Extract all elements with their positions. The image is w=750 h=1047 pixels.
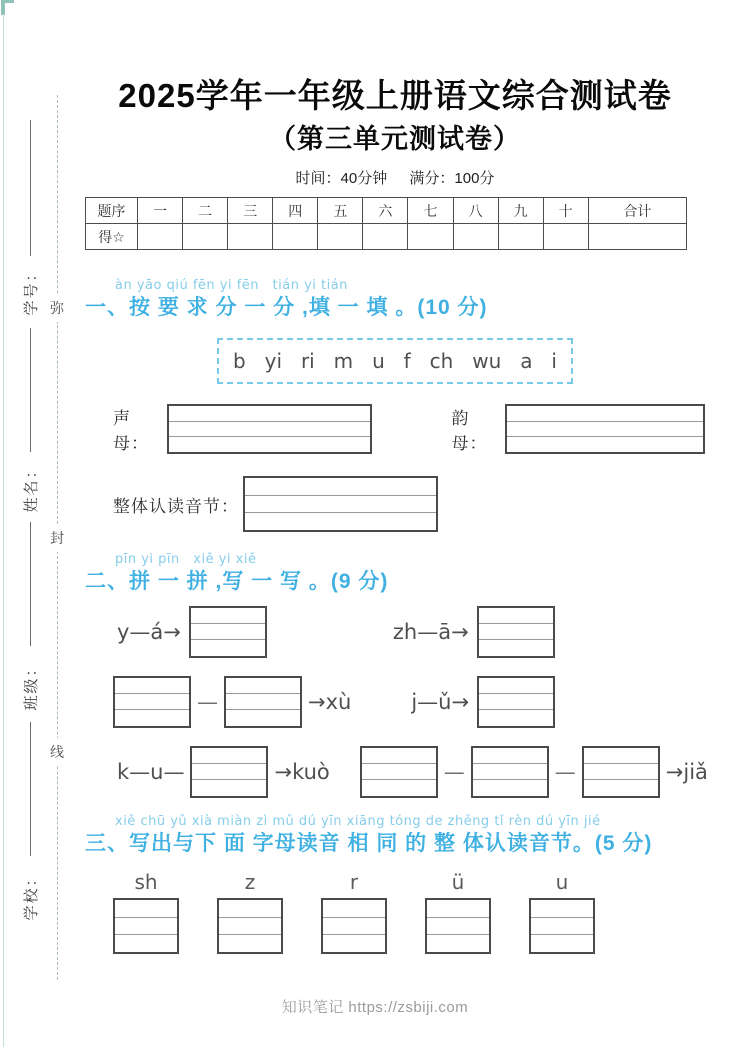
given-letter: u [555, 870, 569, 894]
score-cell [408, 224, 453, 250]
pinyin-write-grid [321, 898, 387, 954]
exam-full-score: 满分：100分 [409, 170, 495, 187]
pinyin-write-grid [471, 746, 549, 798]
section-2-pinyin: pīn yi pīn xiě yi xiě [115, 552, 257, 567]
section-3-heading: 三、写出与下 面 字母读音 相 同 的 整 体认读音节。(5 分) [85, 832, 653, 855]
letter-item: ri [300, 349, 315, 373]
score-cell [363, 224, 408, 250]
score-col: 五 [318, 198, 363, 224]
score-col: 七 [408, 198, 453, 224]
score-table [85, 197, 687, 250]
syllable-column [217, 870, 283, 954]
score-table-score-row [86, 224, 687, 250]
syllable-column [425, 870, 491, 954]
name-field-label: 姓名： [23, 461, 40, 513]
score-col-total: 合计 [588, 198, 686, 224]
score-cell [543, 224, 588, 250]
letter-item: i [551, 349, 557, 373]
exam-meta [85, 167, 705, 188]
pinyin-write-grid [529, 898, 595, 954]
given-letter: ü [451, 870, 465, 894]
pinyin-write-grid [113, 676, 191, 728]
exam-time: 时间：40分钟 [295, 170, 388, 187]
pinyin-combine-label: zh—ā→ [392, 620, 469, 644]
score-cell [228, 224, 273, 250]
pinyin-write-grid [113, 898, 179, 954]
syllable-column [113, 870, 179, 954]
syllable-column [529, 870, 595, 954]
letter-item: u [372, 349, 385, 373]
exam-subtitle: （第三单元测试卷） [269, 124, 521, 154]
pinyin-result-label: →kuò [274, 760, 330, 784]
pinyin-write-grid [477, 606, 555, 658]
letter-item: wu [472, 349, 502, 373]
score-col: 四 [273, 198, 318, 224]
score-cell [273, 224, 318, 250]
seal-char-mi: 弥 [49, 294, 65, 322]
pinyin-write-grid [477, 676, 555, 728]
page-edge-line [3, 14, 4, 1047]
combine-dash: — [443, 760, 465, 784]
score-col: 十 [543, 198, 588, 224]
given-letter: r [349, 870, 359, 894]
yunmu-label: 韵母： [451, 409, 488, 453]
section-1-heading: 一、按 要 求 分 一 分 ,填 一 填 。(10 分) [85, 296, 488, 319]
score-col: 八 [453, 198, 498, 224]
score-col: 九 [498, 198, 543, 224]
pinyin-write-grid [582, 746, 660, 798]
page-corner-mark [1, 0, 14, 15]
letter-bank [217, 338, 573, 384]
pinyin-write-grid [224, 676, 302, 728]
pinyin-combine-label: y—á→ [117, 620, 181, 644]
pinyin-result-label: →xù [308, 690, 352, 714]
seal-char-feng: 封 [49, 524, 65, 552]
score-cell [183, 224, 228, 250]
class-field-label: 班级： [23, 659, 40, 711]
score-col: 六 [363, 198, 408, 224]
pinyin-combine-label: k—u— [117, 760, 185, 784]
pinyin-write-grid [190, 746, 268, 798]
main-content [85, 0, 708, 954]
score-col: 一 [138, 198, 183, 224]
score-cell-total [588, 224, 686, 250]
letter-item: ch [429, 349, 454, 373]
footer-watermark: 知识笔记 https://zsbiji.com [281, 999, 469, 1016]
zhengti-answer-grid [243, 476, 438, 532]
given-letter: sh [134, 870, 158, 894]
pinyin-result-label: →jiǎ [665, 760, 708, 784]
pinyin-combine-label: j—ǔ→ [411, 690, 470, 714]
shengmu-label: 声母： [113, 409, 149, 453]
section-1-pinyin: àn yāo qiú fēn yi fēn tián yi tián [115, 278, 348, 293]
given-letter: z [244, 870, 256, 894]
student-id-field-label: 学号： [23, 264, 40, 316]
score-cell [453, 224, 498, 250]
syllable-column [321, 870, 387, 954]
section-3-columns [113, 870, 705, 954]
section-3-pinyin: xiě chū yǔ xià miàn zì mǔ dú yīn xiāng tóng de zhěng tǐ rèn dú yīn jié [115, 814, 601, 829]
yunmu-answer-grid [505, 404, 705, 454]
score-cell [498, 224, 543, 250]
letter-item: yi [264, 349, 283, 373]
shengmu-answer-grid [167, 404, 372, 454]
score-col: 二 [183, 198, 228, 224]
score-row-label: 得☆ [86, 224, 138, 250]
letter-item: b [233, 349, 246, 373]
score-cell [138, 224, 183, 250]
pinyin-write-grid [189, 606, 267, 658]
letter-item: a [520, 349, 533, 373]
score-col: 三 [228, 198, 273, 224]
letter-item: f [403, 349, 411, 373]
school-field-label: 学校： [23, 869, 40, 921]
exam-title: 2025学年一年级上册语文综合测试卷 [118, 77, 672, 114]
score-col-label: 题序 [86, 198, 138, 224]
pinyin-write-grid [217, 898, 283, 954]
pinyin-write-grid [425, 898, 491, 954]
combine-dash: — [554, 760, 576, 784]
seal-char-xian: 线 [49, 738, 65, 766]
section-2-heading: 二、拼 一 拼 ,写 一 写 。(9 分) [85, 570, 389, 593]
combine-dash: — [197, 690, 218, 714]
pinyin-write-grid [360, 746, 438, 798]
letter-item: m [333, 349, 354, 373]
score-cell [318, 224, 363, 250]
score-table-header-row [86, 198, 687, 224]
zhengti-label: 整体认读音节： [113, 496, 239, 516]
